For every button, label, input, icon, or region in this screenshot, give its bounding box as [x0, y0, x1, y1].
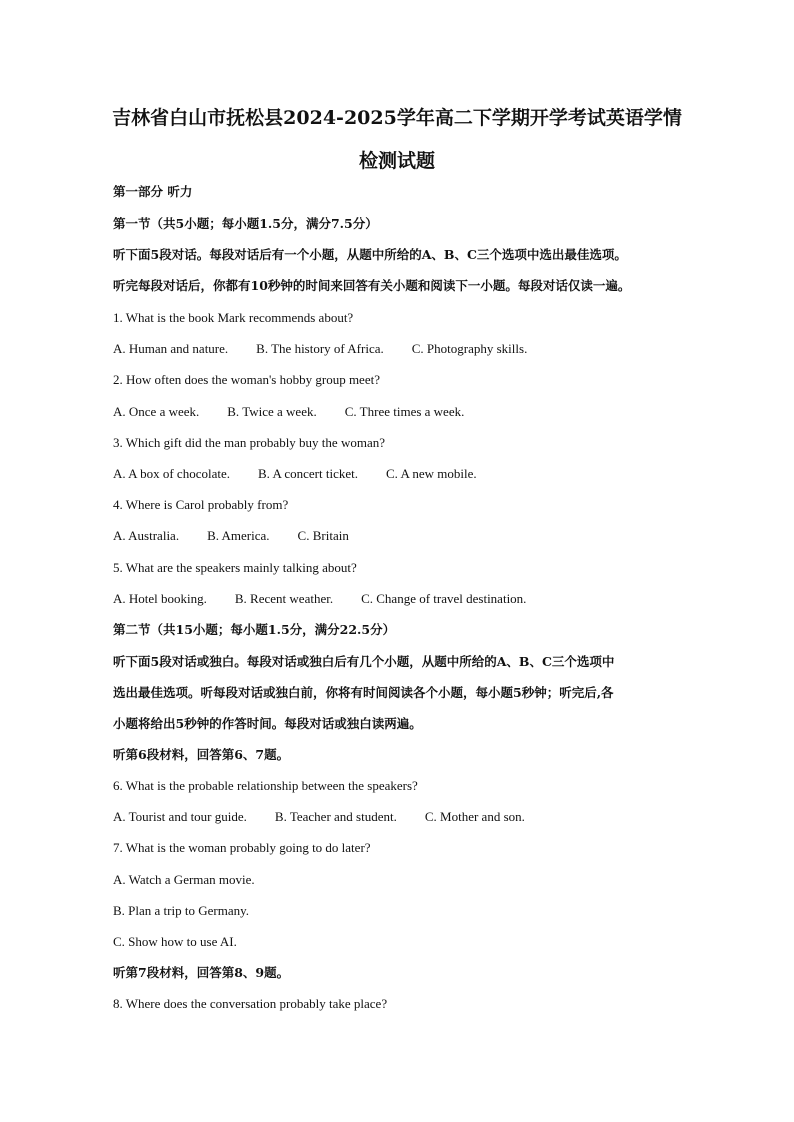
material-6-heading: 听第6段材料，回答第6、7题。: [113, 747, 290, 762]
option-b: B. Teacher and student.: [274, 809, 397, 824]
option-a: A. Human and nature.: [113, 341, 229, 356]
question-1-options: [113, 341, 527, 357]
question-2: 2. How often does the woman's hobby group meet?: [113, 372, 380, 387]
material-7-heading: 听第7段材料，回答第8、9题。: [113, 965, 290, 980]
option-b: B. America.: [207, 528, 270, 543]
exam-title-line2: 检测试题: [358, 150, 435, 172]
option-b: B. The history of Africa.: [256, 341, 384, 356]
question-1: 1. What is the book Mark recommends about?: [113, 310, 354, 325]
question-7-option-a: A. Watch a German movie.: [113, 872, 255, 887]
option-c: C. Britain: [297, 528, 349, 543]
option-c: C. Photography skills.: [411, 341, 528, 356]
question-4: 4. Where is Carol probably from?: [113, 497, 289, 512]
question-7-option-c: C. Show how to use AI.: [113, 934, 237, 949]
option-c: C. A new mobile.: [386, 466, 477, 481]
option-b: B. Recent weather.: [234, 591, 334, 606]
part1-heading: 第一部分 听力: [113, 184, 193, 199]
section2-instruction-2: 选出最佳选项。听每段对话或独白前，你将有时间阅读各个小题，每小题5秒钟；听完后,各: [113, 685, 614, 700]
option-a: A. A box of chocolate.: [113, 466, 230, 481]
option-c: C. Change of travel destination.: [361, 591, 527, 606]
section1-heading: 第一节（共5小题；每小题1.5分，满分7.5分）: [113, 216, 378, 231]
option-a: A. Tourist and tour guide.: [113, 809, 247, 824]
question-2-options: [113, 404, 464, 420]
exam-title-line1: 吉林省白山市抚松县2024-2025学年高二下学期开学考试英语学情: [112, 107, 682, 129]
question-8: 8. Where does the conversation probably take place?: [113, 996, 388, 1011]
section2-instruction-3: 小题将给出5秒钟的作答时间。每段对话或独白读两遍。: [113, 716, 422, 731]
option-c: C. Three times a week.: [344, 404, 465, 419]
section1-instruction-2: 听完每段对话后，你都有10秒钟的时间来回答有关小题和阅读下一小题。每段对话仅读一遍。: [113, 278, 631, 293]
question-5-options: [113, 591, 526, 607]
question-7: 7. What is the woman probably going to do later?: [113, 840, 371, 855]
option-b: B. A concert ticket.: [257, 466, 358, 481]
question-5: 5. What are the speakers mainly talking about?: [113, 560, 357, 575]
option-a: A. Once a week.: [113, 404, 200, 419]
question-6-options: [113, 809, 525, 825]
option-b: B. Twice a week.: [227, 404, 317, 419]
section2-heading: 第二节（共15小题；每小题1.5分，满分22.5分）: [113, 622, 396, 637]
section2-instruction-1: 听下面5段对话或独白。每段对话或独白后有几个小题，从题中所给的A、B、C三个选项中: [113, 654, 615, 669]
section1-instruction-1: 听下面5段对话。每段对话后有一个小题，从题中所给的A、B、C三个选项中选出最佳选项。: [113, 247, 627, 262]
option-c: C. Mother and son.: [424, 809, 525, 824]
option-a: A. Australia.: [113, 528, 180, 543]
option-a: A. Hotel booking.: [113, 591, 207, 606]
question-6: 6. What is the probable relationship between the speakers?: [113, 778, 418, 793]
question-3-options: [113, 466, 477, 482]
question-7-option-b: B. Plan a trip to Germany.: [113, 903, 249, 918]
question-4-options: [113, 528, 349, 544]
question-3: 3. Which gift did the man probably buy the woman?: [113, 435, 385, 450]
